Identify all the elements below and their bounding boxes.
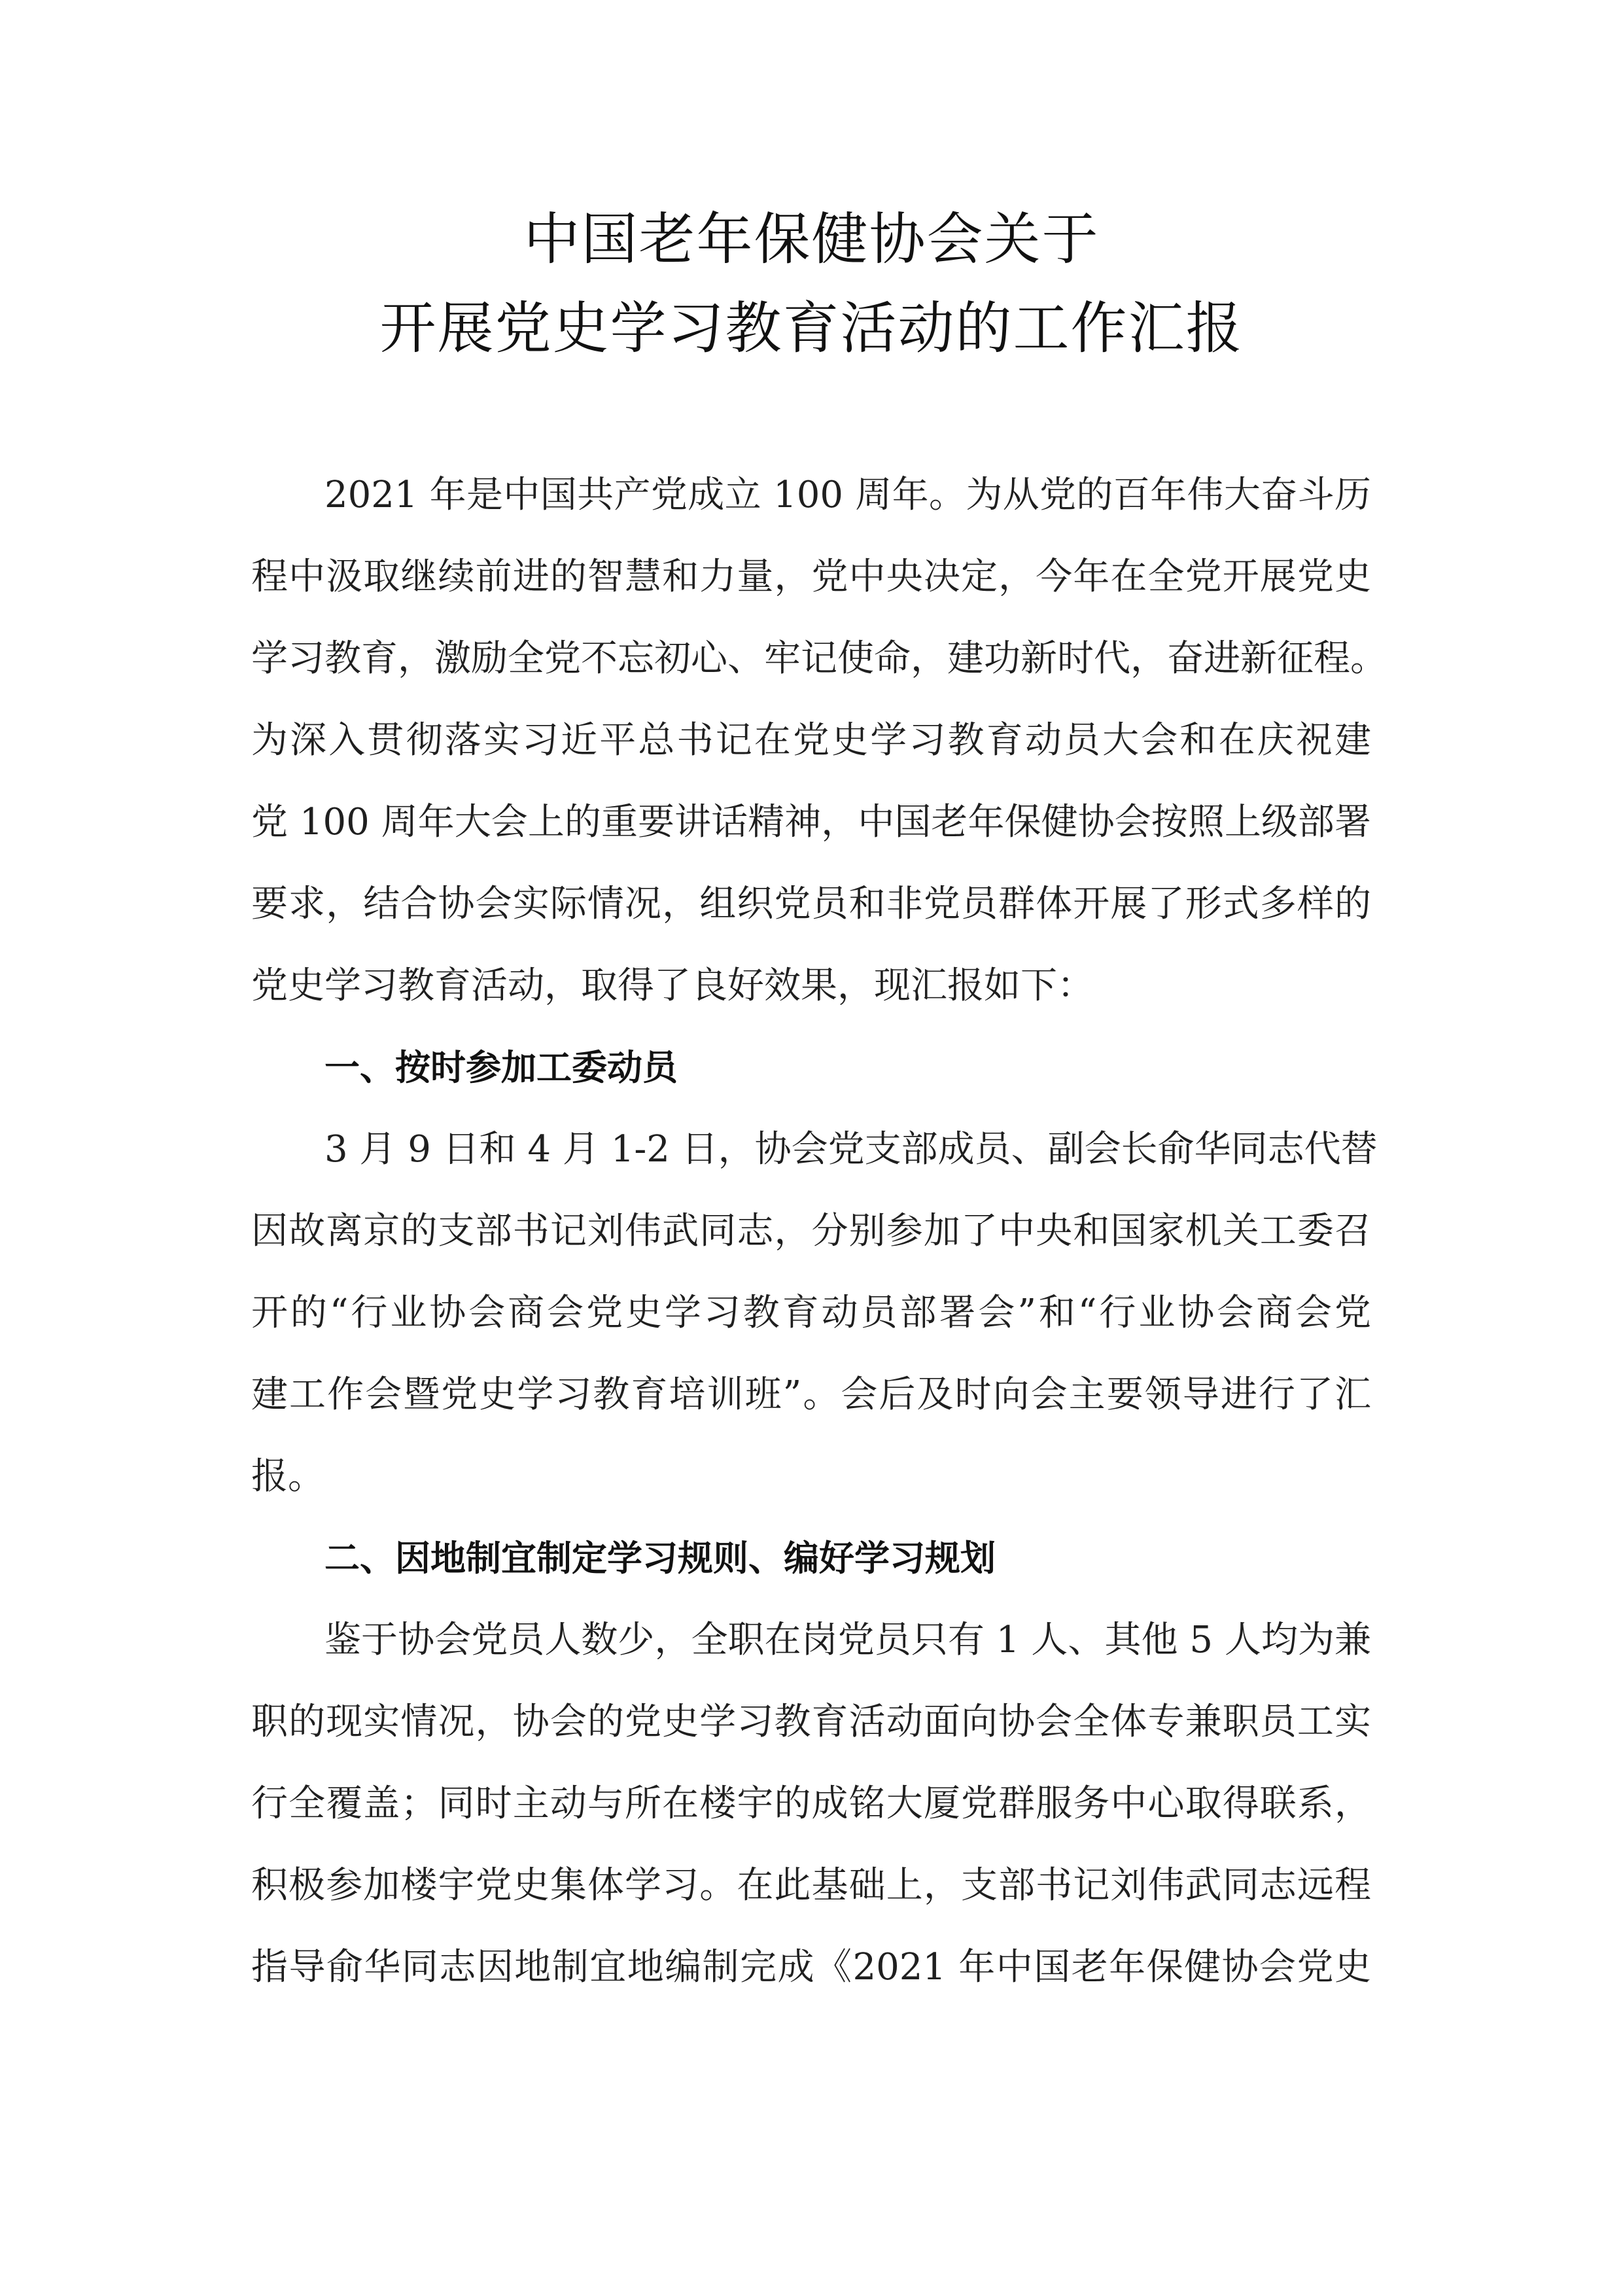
intro-line-5: 党 100 周年大会上的重要讲话精神，中国老年保健协会按照上级部署 [251, 801, 1371, 843]
section-1-heading: 一、按时参加工委动员 [324, 1047, 678, 1088]
intro-line-7: 党史学习教育活动，取得了良好效果，现汇报如下： [251, 964, 1094, 1007]
section-2-line-3: 行全覆盖；同时主动与所在楼宇的成铭大厦党群服务中心取得联系， [251, 1782, 1371, 1825]
section-2-line-1: 鉴于协会党员人数少，全职在岗党员只有 1 人、其他 5 人均为兼 [324, 1619, 1371, 1661]
intro-line-4: 为深入贯彻落实习近平总书记在党史学习教育动员大会和在庆祝建 [251, 719, 1371, 762]
section-2-line-4: 积极参加楼宇党史集体学习。在此基础上，支部书记刘伟武同志远程 [251, 1864, 1371, 1907]
section-2-line-2: 职的现实情况，协会的党史学习教育活动面向协会全体专兼职员工实 [251, 1701, 1371, 1743]
document-title-line-2: 开展党史学习教育活动的工作汇报 [379, 296, 1244, 361]
section-1-line-3: 开的“行业协会商会党史学习教育动员部署会”和“行业协会商会党 [251, 1292, 1371, 1334]
section-2-heading: 二、因地制宜制定学习规则、编好学习规划 [324, 1538, 996, 1579]
intro-line-1: 2021 年是中国共产党成立 100 周年。为从党的百年伟大奋斗历 [324, 474, 1371, 516]
section-1-line-5: 报。 [251, 1455, 324, 1498]
intro-line-6: 要求，结合协会实际情况，组织党员和非党员群体开展了形式多样的 [251, 883, 1371, 925]
intro-line-2: 程中汲取继续前进的智慧和力量，党中央决定，今年在全党开展党史 [251, 556, 1371, 598]
section-1-line-2: 因故离京的支部书记刘伟武同志，分别参加了中央和国家机关工委召 [251, 1210, 1371, 1252]
document-title-line-1: 中国老年保健协会关于 [523, 207, 1100, 272]
section-1-line-1: 3 月 9 日和 4 月 1-2 日，协会党支部成员、副会长俞华同志代替 [324, 1128, 1378, 1171]
section-2-line-5: 指导俞华同志因地制宜地编制完成《2021 年中国老年保健协会党史 [251, 1946, 1371, 1988]
intro-line-3: 学习教育，激励全党不忘初心、牢记使命，建功新时代，奋进新征程。 [251, 637, 1387, 680]
section-1-line-4: 建工作会暨党史学习教育培训班”。会后及时向会主要领导进行了汇 [251, 1373, 1371, 1416]
